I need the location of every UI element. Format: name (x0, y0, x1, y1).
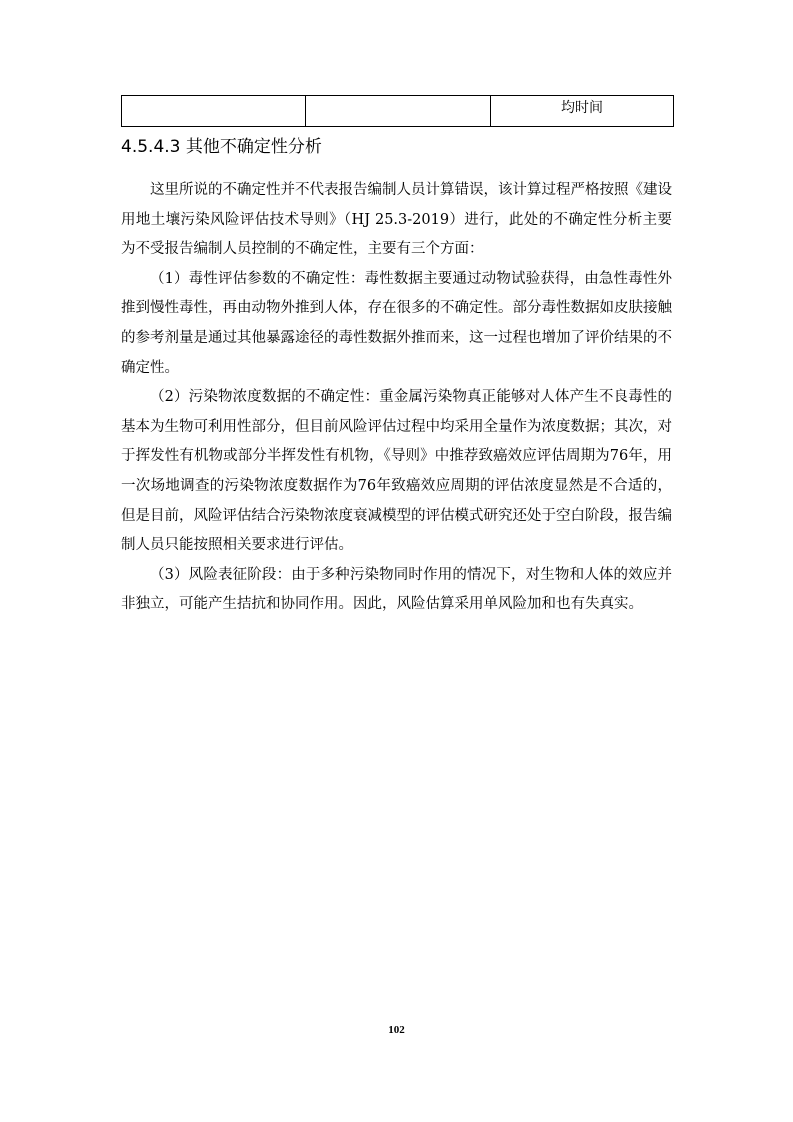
section-heading (121, 136, 322, 158)
paragraph-concentration: （2）污染物浓度数据的不确定性：重金属污染物真正能够对人体产生不良毒性的基本为生物可利用性部分，但目前风险评估过程中均采用全量作为浓度数据；其次，对于挥发性有机物或部分半挥发性有机物，《导则》中推荐致癌效应评估周期为76年，用一次场地调查的污染物浓度数据作为76年致癌效应周期的评估浓度显然是不合适的，但是目前，风险评估结合污染物浓度衰减模型的评估模式研究还处于空白阶段，报告编制人员只能按照相关要求进行评估。 (121, 389, 672, 554)
table-cell (491, 96, 674, 127)
paragraph-toxicity: （1）毒性评估参数的不确定性：毒性数据主要通过动物试验获得，由急性毒性外推到慢性毒性，再由动物外推到人体，存在很多的不确定性。部分毒性数据如皮肤接触的参考剂量是通过其他暴露途径的毒性数据外推而来，这一过程也增加了评价结果的不确定性。 (121, 270, 672, 376)
table-cell (122, 96, 306, 127)
page-number: 102 (388, 1024, 405, 1036)
section-title: 其他不确定性分析 (185, 137, 322, 157)
paragraph-risk-characterization: （3）风险表征阶段：由于多种污染物同时作用的情况下，对生物和人体的效应并非独立，可能产生拮抗和协同作用。因此，风险估算采用单风险加和也有失真实。 (121, 566, 672, 613)
table-cell-text (122, 96, 305, 97)
table-cell-text (306, 96, 490, 97)
section-number: 4.5.4.3 (121, 137, 181, 157)
paragraph-intro: 这里所说的不确定性并不代表报告编制人员计算错误，该计算过程严格按照《建设用地土壤污染风险评估技术导则》（HJ 25.3-2019）进行，此处的不确定性分析主要为不受报告编制人员控制的不确定性，主要有三个方面： (121, 182, 672, 258)
table-fragment (121, 95, 674, 127)
table-cell-text: 均时间 (561, 100, 603, 116)
table-row (122, 96, 674, 127)
table-cell (306, 96, 491, 127)
body-text (121, 176, 672, 620)
